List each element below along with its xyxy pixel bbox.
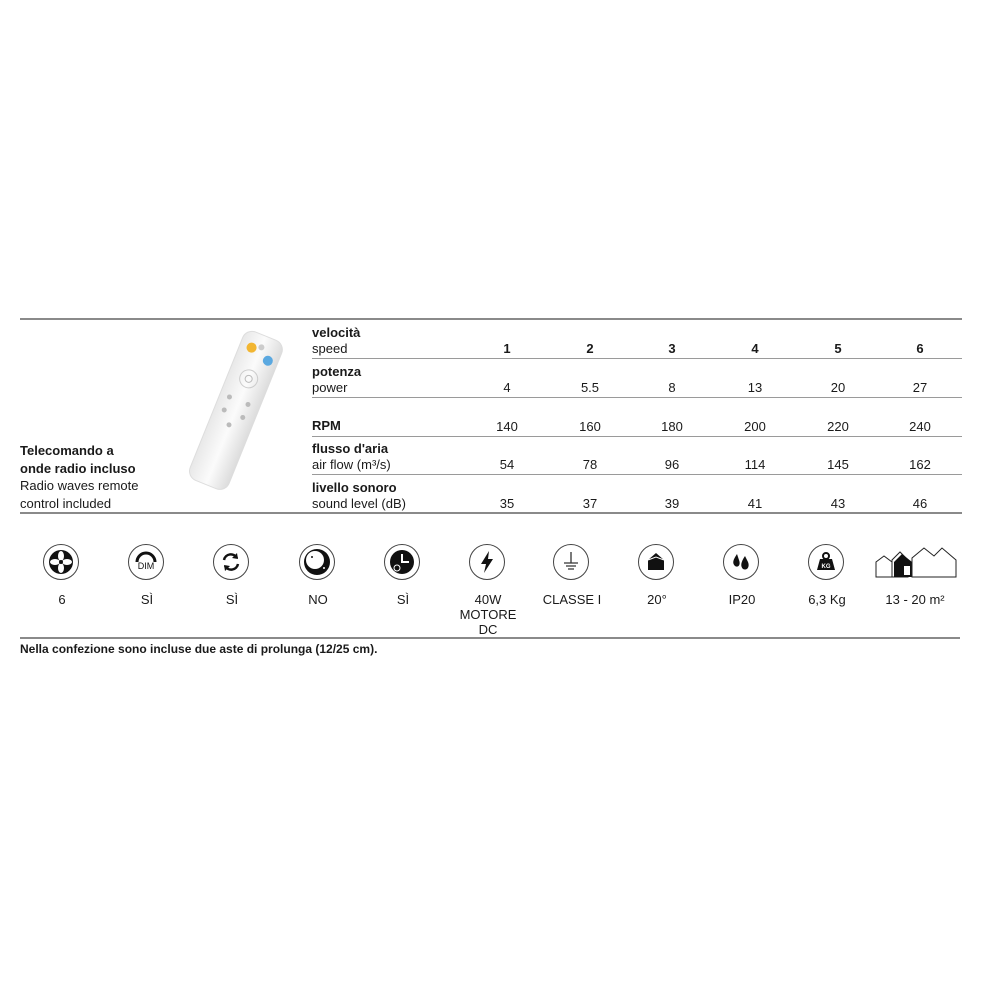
footnote: Nella confezione sono incluse due aste di prolunga (12/25 cm). (20, 642, 378, 656)
table-cell: 200 (744, 419, 766, 434)
table-cell: 6 (916, 341, 924, 356)
table-cell: 5 (834, 341, 842, 356)
row-divider (312, 474, 962, 475)
water-drops-icon (723, 544, 759, 580)
row-label-it: livello sonoro (312, 480, 397, 495)
row-label-it: potenza (312, 364, 362, 379)
table-cell: 145 (827, 457, 849, 472)
row-label-en: speed (312, 341, 348, 356)
table-cell: 162 (909, 457, 931, 472)
table-cell: 39 (664, 496, 680, 511)
dim-icon (128, 544, 164, 580)
features-bottom-divider (20, 637, 960, 639)
night-mode-icon (299, 544, 335, 580)
remote-control-image (175, 330, 295, 490)
row-label-en: air flow (m³/s) (312, 457, 391, 472)
table-cell: 54 (499, 457, 515, 472)
remote-caption-en-2: control included (20, 495, 112, 511)
table-row-label (312, 480, 406, 512)
reverse-icon (213, 544, 249, 580)
table-cell: 140 (496, 419, 518, 434)
table-row-label (312, 364, 361, 396)
table-cell: 5.5 (580, 380, 600, 395)
table-cell: 37 (582, 496, 598, 511)
row-label-it: velocità (312, 325, 361, 340)
table-cell: 8 (668, 380, 676, 395)
table-cell: 96 (664, 457, 680, 472)
table-row-label (312, 441, 391, 473)
table-cell: 4 (751, 341, 759, 356)
fan-icon (43, 544, 79, 580)
table-row-label (312, 418, 341, 434)
row-label-en: power (312, 380, 348, 395)
power-icon (469, 544, 505, 580)
timer-icon (384, 544, 420, 580)
feature-label: SÌ (140, 592, 154, 607)
feature-label: 6,3 Kg (808, 592, 846, 607)
row-divider (312, 358, 962, 359)
table-cell: 220 (827, 419, 849, 434)
ground-icon (553, 544, 589, 580)
table-cell: 46 (912, 496, 928, 511)
table-cell: 41 (747, 496, 763, 511)
remote-caption-en-1: Radio waves remote (20, 478, 139, 493)
feature-label: 6 (58, 592, 66, 607)
table-cell: 1 (503, 341, 511, 356)
weight-icon (808, 544, 844, 580)
row-divider (312, 436, 962, 437)
houses-icon (874, 544, 960, 578)
feature-label: NO (308, 592, 328, 607)
table-cell: 4 (503, 380, 511, 395)
table-cell: 78 (582, 457, 598, 472)
table-cell: 3 (668, 341, 676, 356)
row-label-it: RPM (312, 418, 341, 433)
feature-label: SÌ (396, 592, 410, 607)
feature-label: SÌ (225, 592, 239, 607)
table-cell: 43 (830, 496, 846, 511)
angle-icon (638, 544, 674, 580)
table-cell: 20 (830, 380, 846, 395)
feature-label: 20° (647, 592, 667, 607)
feature-label: CLASSE I (542, 592, 602, 607)
top-divider (20, 318, 962, 320)
remote-caption-it-2: onde radio incluso (20, 460, 136, 476)
svg-text:DIM: DIM (137, 561, 155, 571)
table-cell: 180 (661, 419, 683, 434)
svg-text:KG: KG (821, 564, 831, 570)
feature-label: IP20 (728, 592, 756, 607)
table-cell: 13 (747, 380, 763, 395)
table-cell: 160 (579, 419, 601, 434)
remote-caption (20, 442, 139, 512)
table-cell: 114 (744, 457, 766, 472)
table-bottom-divider (20, 512, 962, 514)
row-label-it: flusso d'aria (312, 441, 389, 456)
remote-caption-it-1: Telecomando a (20, 443, 114, 458)
feature-label: 13 - 20 m² (885, 592, 945, 607)
table-row-label (312, 325, 360, 357)
row-label-en: sound level (dB) (312, 496, 406, 511)
table-cell: 27 (912, 380, 928, 395)
feature-label: 40W MOTORE DC (459, 592, 517, 637)
row-divider (312, 397, 962, 398)
table-cell: 2 (586, 341, 594, 356)
table-cell: 35 (499, 496, 515, 511)
table-cell: 240 (909, 419, 931, 434)
